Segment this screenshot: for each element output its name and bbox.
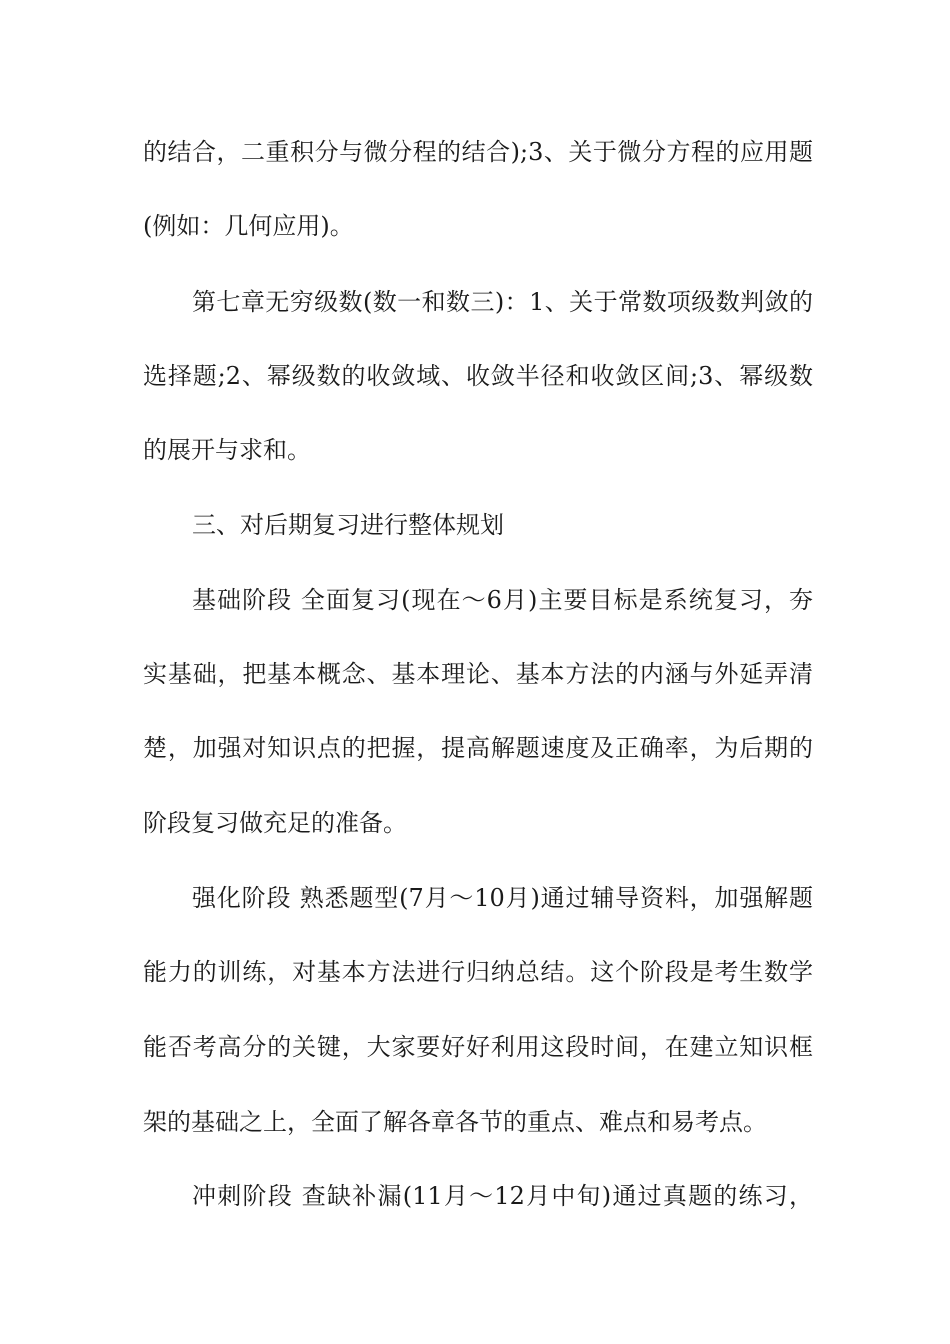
text-line-3: 第七章无穷级数(数一和数三)：1、关于常数项级数判敛的: [192, 288, 813, 316]
text-line-12: 能力的训练，对基本方法进行归纳总结。这个阶段是考生数学: [143, 958, 813, 986]
text-line-10: 阶段复习做充足的准备。: [143, 809, 407, 837]
text-line-2: (例如：几何应用)。: [143, 212, 354, 240]
text-line-9: 楚，加强对知识点的把握，提高解题速度及正确率，为后期的: [143, 734, 813, 762]
text-line-7: 基础阶段 全面复习(现在～6月)主要目标是系统复习，夯: [192, 586, 813, 614]
text-line-11: 强化阶段 熟悉题型(7月～10月)通过辅导资料，加强解题: [192, 884, 813, 912]
text-line-8: 实基础，把基本概念、基本理论、基本方法的内涵与外延弄清: [143, 660, 813, 688]
text-line-14: 架的基础之上，全面了解各章各节的重点、难点和易考点。: [143, 1108, 767, 1136]
text-line-15: 冲刺阶段 查缺补漏(11月～12月中旬)通过真题的练习，: [192, 1182, 813, 1210]
text-line-13: 能否考高分的关键，大家要好好利用这段时间，在建立知识框: [143, 1033, 813, 1061]
text-line-1: 的结合，二重积分与微分程的结合);3、关于微分方程的应用题: [143, 138, 813, 166]
text-line-5: 的展开与求和。: [143, 436, 311, 464]
section-heading: 三、对后期复习进行整体规划: [192, 511, 504, 539]
text-line-4: 选择题;2、幂级数的收敛域、收敛半径和收敛区间;3、幂级数: [143, 362, 813, 390]
